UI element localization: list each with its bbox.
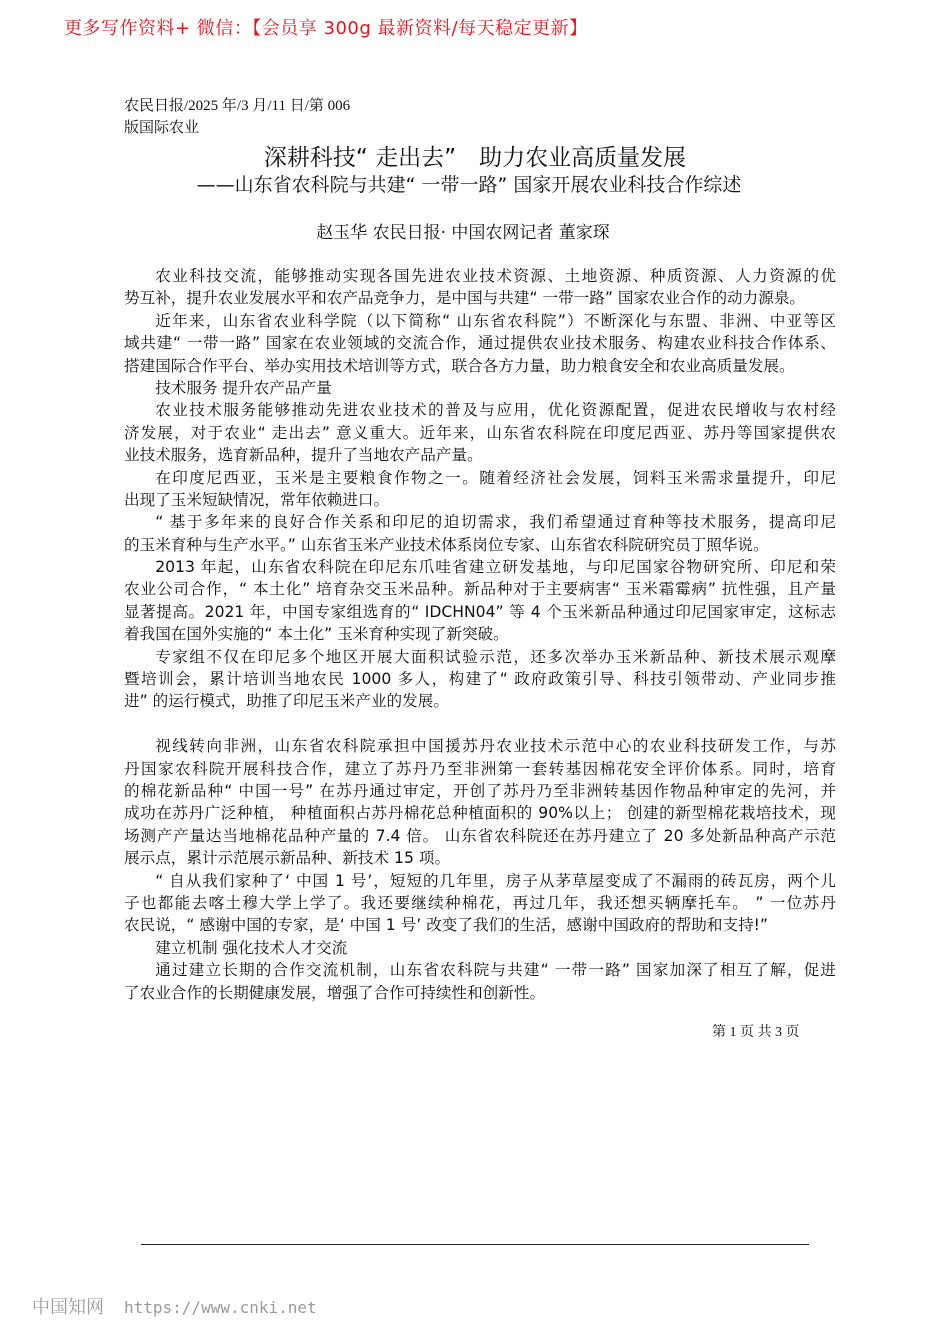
byline: 赵玉华 农民日报· 中国农网记者 董家琛 — [316, 223, 610, 243]
paragraph — [124, 511, 836, 556]
paragraph-line: 业技术服务，选育新品种，提升了当地农产品产量。 — [124, 446, 483, 465]
paragraph-line: 专家组不仅在印尼多个地区开展大面积试验示范，还多次举办玉米新品种、新技术展示观摩 — [155, 647, 836, 666]
paragraph-line: “ 自从我们家种了‘ 中国 1 号’，短短的几年里，房子从茅草屋变成了不漏雨的砖瓦房，两个儿 — [155, 871, 836, 890]
page-number: 第 1 页 共 3 页 — [712, 1025, 800, 1040]
paragraph-line: 在印度尼西亚，玉米是主要粮食作物之一。随着经济社会发展，饲料玉米需求量提升，印尼 — [155, 468, 836, 487]
source-section: 版国际农业 — [124, 120, 200, 136]
paragraph-line: 视线转向非洲，山东省农科院承担中国援苏丹农业技术示范中心的农业科技研发工作，与苏 — [155, 737, 836, 756]
paragraph-line: 出现了玉米短缺情况，常年依赖进口。 — [124, 490, 390, 509]
paragraph-line: 展示点，累计示范展示新品种、新技术 15 项。 — [124, 849, 451, 868]
promo-banner: 更多写作资料+ 微信：【会员享 300g 最新资料/每天稳定更新】 — [64, 18, 588, 39]
paragraph-line: “ 基于多年来的良好合作关系和印尼的迫切需求，我们希望通过育种等技术服务，提高印尼 — [155, 513, 836, 532]
watermark-name: 中国知网 — [32, 1297, 104, 1318]
paragraph-line: 济发展，对于农业“ 走出去” 意义重大。近年来，山东省农科院在印度尼西亚、苏丹等国家提供农 — [124, 423, 836, 442]
paragraph-line: 农业技术服务能够推动先进农业技术的普及与应用，优化资源配置，促进农民增收与农村经 — [155, 401, 836, 420]
paragraph-line: 搭建国际合作平台、举办实用技术培训等方式，联合各方力量，助力粮食安全和农业高质量发展。 — [124, 356, 795, 375]
paragraph — [124, 377, 836, 399]
paragraph-line: 暨培训会，累计培训当地农民 1000 多人，构建了“ 政府政策引导、科技引领带动、产业同步推 — [124, 670, 836, 689]
paragraph-line: 农民说，“ 感谢中国的专家，是‘ 中国 1 号’ 改变了我们的生活，感谢中国政府的帮助和支持!” — [124, 916, 768, 935]
paragraph-line: 通过建立长期的合作交流机制，山东省农科院与共建“ 一带一路” 国家加深了相互了解，促进 — [155, 961, 836, 980]
paragraph-line: 的玉米育种与生产水平。” 山东省玉米产业技术体系岗位专家、山东省农科院研究员丁照华说。 — [124, 535, 769, 554]
paragraph — [124, 959, 836, 1004]
paragraph-line: 进” 的运行模式，助推了印尼玉米产业的发展。 — [124, 692, 449, 711]
paragraph — [124, 467, 836, 512]
paragraph — [124, 399, 836, 466]
paragraph-line: 势互补，提升农业发展水平和农产品竞争力，是中国与共建“ 一带一路” 国家农业合作的动力源泉。 — [124, 289, 806, 308]
footer-divider — [141, 1244, 809, 1245]
paragraph-line: 着我国在国外实施的“ 本土化” 玉米育种实现了新突破。 — [124, 625, 509, 644]
paragraph — [124, 265, 836, 310]
blank-line — [124, 713, 836, 735]
watermark-url: https://www.cnki.net — [124, 1298, 317, 1317]
paragraph-line: 域共建“ 一带一路” 国家在农业领域的交流合作，通过提供农业技术服务、构建农业科技合作体系、 — [124, 334, 836, 353]
article-title: 深耕科技“ 走出去” 助力农业高质量发展 — [263, 145, 687, 171]
cnki-watermark — [32, 1293, 317, 1319]
paragraph-line: 2013 年起，山东省农科院在印尼东爪哇省建立研发基地，与印尼国家谷物研究所、印尼和荣 — [155, 558, 836, 577]
paragraph-line: 农业科技交流，能够推动实现各国先进农业技术资源、土地资源、种质资源、人力资源的优 — [155, 267, 836, 285]
paragraph — [124, 870, 836, 937]
paragraph-line: 显著提高。2021 年，中国专家组选育的“ IDCHN04” 等 4 个玉米新品种通过印尼国家审定，这标志 — [124, 602, 836, 621]
paragraph-line: 子也都能去喀土穆大学上学了。我还要继续种棉花，再过几年，我还想买辆摩托车。 ” 一位苏丹 — [124, 893, 836, 912]
paragraph-line: 的棉花新品种“ 中国一号” 在苏丹通过审定，开创了苏丹乃至非洲转基因作物品种审定的先河，并 — [124, 781, 836, 800]
paragraph-line: 场测产产量达当地棉花品种产量的 7.4 倍。 山东省农科院还在苏丹建立了 20 多处新品种高产示范 — [124, 826, 836, 845]
paragraph-line: 技术服务 提升农产品产量 — [155, 378, 332, 397]
source-line: 农民日报/2025 年/3 月/11 日/第 006 — [124, 98, 351, 114]
paragraph-line: 丹国家农科院开展科技合作，建立了苏丹乃至非洲第一套转基因棉花安全评价体系。同时，培育 — [124, 759, 836, 778]
paragraph — [124, 646, 836, 713]
paragraph-line: 成功在苏丹广泛种植， 种植面积占苏丹棉花总种植面积的 90%以上； 创建的新型棉花栽培技术，现 — [124, 804, 836, 823]
paragraph — [124, 735, 836, 869]
article-body — [124, 265, 836, 1004]
paragraph-line: 农业公司合作，“ 本土化” 培育杂交玉米品种。新品种对于主要病害“ 玉米霜霉病” 抗性强，且产量 — [124, 580, 836, 599]
paragraph — [124, 937, 836, 959]
paragraph-line: 了农业合作的长期健康发展，增强了合作可持续性和创新性。 — [124, 983, 546, 1002]
paragraph-line: 近年来，山东省农业科学院（以下简称“ 山东省农科院”）不断深化与东盟、非洲、中亚等区 — [155, 311, 836, 330]
article-subtitle: ——山东省农科院与共建“ 一带一路” 国家开展农业科技合作综述 — [196, 174, 742, 196]
paragraph — [124, 556, 836, 646]
paragraph — [124, 310, 836, 377]
paragraph-line: 建立机制 强化技术人才交流 — [155, 938, 348, 957]
